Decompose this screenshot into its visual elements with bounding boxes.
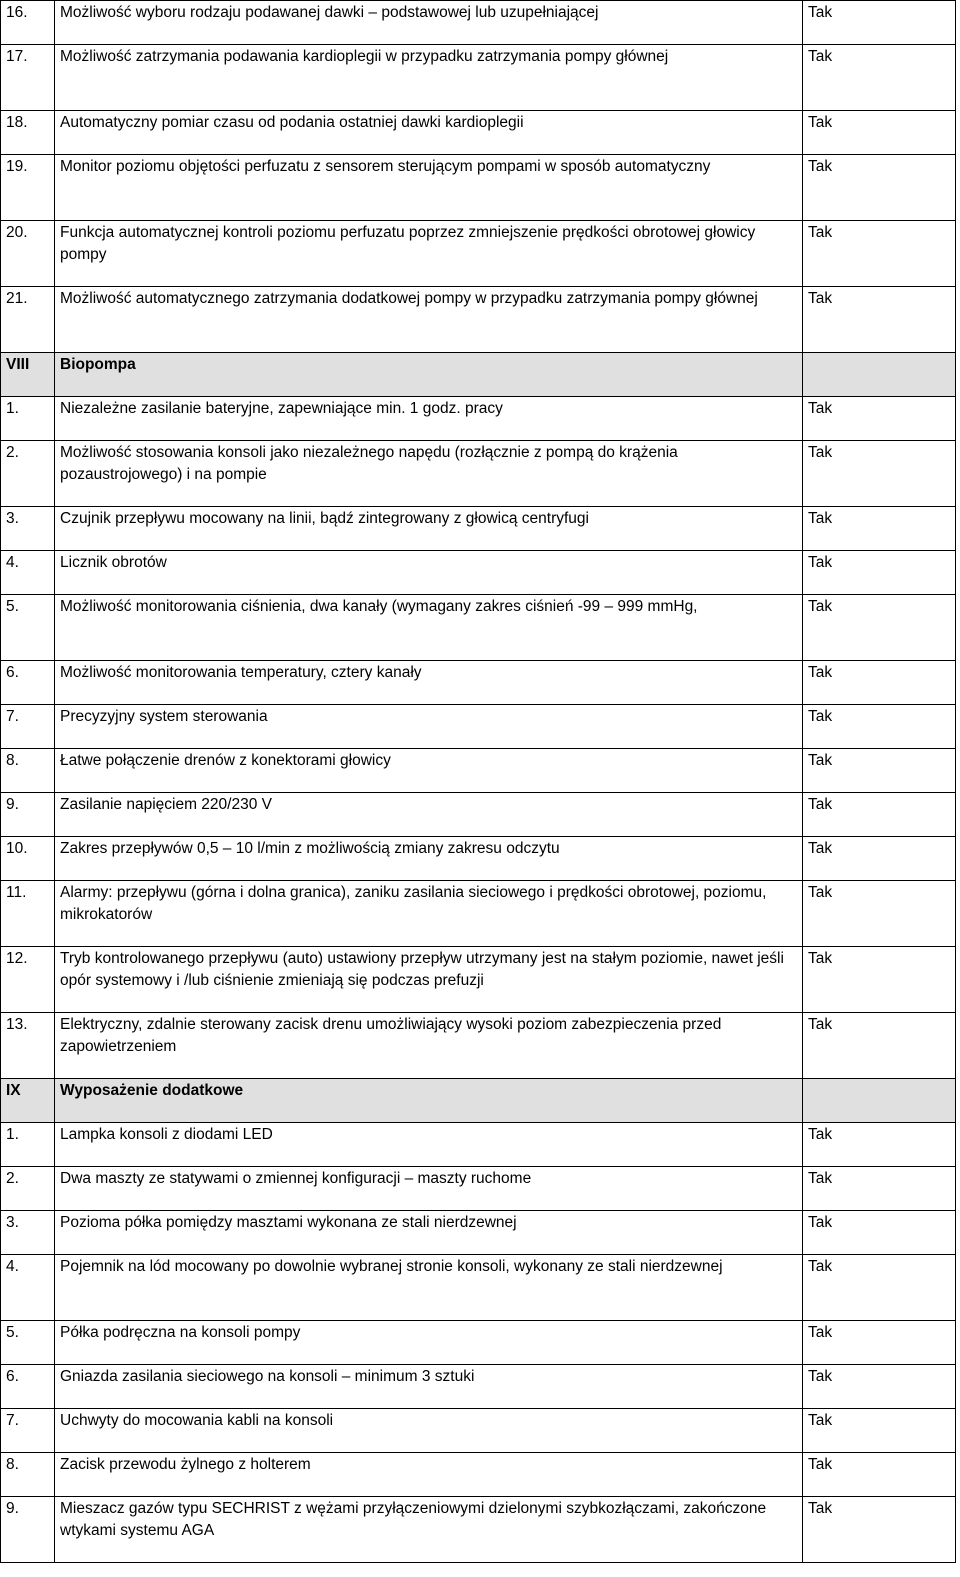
table-row [1,1497,956,1563]
row-value: Tak [803,661,956,705]
table-row [1,551,956,595]
table-row [1,595,956,661]
row-number: 12. [1,947,55,1013]
table-row [1,1013,956,1079]
row-value [803,353,956,397]
row-value: Tak [803,881,956,947]
row-number: 8. [1,1453,55,1497]
row-description: Możliwość wyboru rodzaju podawanej dawki – podstawowej lub uzupełniającej [55,1,803,45]
row-value: Tak [803,1365,956,1409]
row-description: Monitor poziomu objętości perfuzatu z sensorem sterującym pompami w sposób automatyczny [55,155,803,221]
section-number: IX [1,1079,55,1123]
row-number: 9. [1,1497,55,1563]
row-value: Tak [803,221,956,287]
specification-table-body [1,1,956,1563]
row-number: 18. [1,111,55,155]
table-row [1,705,956,749]
table-row [1,45,956,111]
section-title: Biopompa [55,353,803,397]
row-value: Tak [803,1497,956,1563]
table-row [1,1365,956,1409]
table-row [1,155,956,221]
table-row [1,1,956,45]
row-number: 4. [1,1255,55,1321]
row-description: Gniazda zasilania sieciowego na konsoli – minimum 3 sztuki [55,1365,803,1409]
row-value: Tak [803,1453,956,1497]
row-number: 17. [1,45,55,111]
row-number: 1. [1,1123,55,1167]
row-description: Możliwość monitorowania ciśnienia, dwa kanały (wymagany zakres ciśnień -99 – 999 mmHg, [55,595,803,661]
row-number: 5. [1,1321,55,1365]
row-value: Tak [803,1255,956,1321]
table-row [1,1123,956,1167]
row-value: Tak [803,947,956,1013]
row-value: Tak [803,45,956,111]
row-description: Elektryczny, zdalnie sterowany zacisk drenu umożliwiający wysoki poziom zabezpieczenia przed zapowietrzeniem [55,1013,803,1079]
row-number: 21. [1,287,55,353]
row-description: Możliwość automatycznego zatrzymania dodatkowej pompy w przypadku zatrzymania pompy głównej [55,287,803,353]
row-number: 10. [1,837,55,881]
row-description: Zasilanie napięciem 220/230 V [55,793,803,837]
row-description: Alarmy: przepływu (górna i dolna granica), zaniku zasilania sieciowego i prędkości obrotowej, poziomu, mikrokatorów [55,881,803,947]
row-number: 3. [1,1211,55,1255]
row-description: Możliwość zatrzymania podawania kardioplegii w przypadku zatrzymania pompy głównej [55,45,803,111]
table-row [1,661,956,705]
row-number: 19. [1,155,55,221]
row-description: Półka podręczna na konsoli pompy [55,1321,803,1365]
row-description: Precyzyjny system sterowania [55,705,803,749]
row-number: 11. [1,881,55,947]
row-value: Tak [803,793,956,837]
row-value: Tak [803,1167,956,1211]
row-value: Tak [803,1211,956,1255]
table-row [1,793,956,837]
table-row [1,221,956,287]
row-description: Uchwyty do mocowania kabli na konsoli [55,1409,803,1453]
section-number: VIII [1,353,55,397]
row-value: Tak [803,1409,956,1453]
table-row [1,1211,956,1255]
row-number: 16. [1,1,55,45]
row-number: 6. [1,1365,55,1409]
table-row [1,441,956,507]
row-value: Tak [803,837,956,881]
row-description: Zacisk przewodu żylnego z holterem [55,1453,803,1497]
row-value: Tak [803,155,956,221]
row-number: 2. [1,1167,55,1211]
row-description: Pojemnik na lód mocowany po dowolnie wybranej stronie konsoli, wykonany ze stali nierdzewnej [55,1255,803,1321]
section-header-row [1,1079,956,1123]
table-row [1,1255,956,1321]
row-description: Lampka konsoli z diodami LED [55,1123,803,1167]
row-value: Tak [803,551,956,595]
row-value: Tak [803,1013,956,1079]
table-row [1,837,956,881]
row-description: Tryb kontrolowanego przepływu (auto) ustawiony przepływ utrzymany jest na stałym poziomie, nawet jeśli opór systemowy i /lub ciśnienie zmieniają się podczas prefuzji [55,947,803,1013]
row-number: 20. [1,221,55,287]
table-row [1,1409,956,1453]
row-value: Tak [803,397,956,441]
table-row [1,507,956,551]
table-row [1,947,956,1013]
row-value: Tak [803,287,956,353]
table-row [1,397,956,441]
row-number: 13. [1,1013,55,1079]
row-number: 2. [1,441,55,507]
row-value: Tak [803,1321,956,1365]
section-title: Wyposażenie dodatkowe [55,1079,803,1123]
table-row [1,749,956,793]
row-value: Tak [803,705,956,749]
row-value: Tak [803,595,956,661]
row-description: Możliwość stosowania konsoli jako niezależnego napędu (rozłącznie z pompą do krążenia pozaustrojowego) i na pompie [55,441,803,507]
row-number: 9. [1,793,55,837]
table-row [1,1167,956,1211]
row-description: Automatyczny pomiar czasu od podania ostatniej dawki kardioplegii [55,111,803,155]
table-row [1,1453,956,1497]
section-header-row [1,353,956,397]
row-value: Tak [803,441,956,507]
row-number: 7. [1,1409,55,1453]
row-value: Tak [803,111,956,155]
row-description: Mieszacz gazów typu SECHRIST z wężami przyłączeniowymi dzielonymi szybkozłączami, zakończone wtykami systemu AGA [55,1497,803,1563]
row-number: 4. [1,551,55,595]
row-description: Licznik obrotów [55,551,803,595]
row-description: Łatwe połączenie drenów z konektorami głowicy [55,749,803,793]
row-value [803,1079,956,1123]
table-row [1,287,956,353]
row-description: Czujnik przepływu mocowany na linii, bądź zintegrowany z głowicą centryfugi [55,507,803,551]
table-row [1,111,956,155]
row-number: 1. [1,397,55,441]
row-number: 5. [1,595,55,661]
table-row [1,1321,956,1365]
row-description: Pozioma półka pomiędzy masztami wykonana ze stali nierdzewnej [55,1211,803,1255]
row-description: Zakres przepływów 0,5 – 10 l/min z możliwością zmiany zakresu odczytu [55,837,803,881]
row-value: Tak [803,507,956,551]
row-description: Niezależne zasilanie bateryjne, zapewniające min. 1 godz. pracy [55,397,803,441]
row-number: 3. [1,507,55,551]
row-number: 6. [1,661,55,705]
row-number: 7. [1,705,55,749]
table-row [1,881,956,947]
row-value: Tak [803,1,956,45]
row-value: Tak [803,1123,956,1167]
row-description: Możliwość monitorowania temperatury, cztery kanały [55,661,803,705]
row-description: Dwa maszty ze statywami o zmiennej konfiguracji – maszty ruchome [55,1167,803,1211]
row-description: Funkcja automatycznej kontroli poziomu perfuzatu poprzez zmniejszenie prędkości obrotowej głowicy pompy [55,221,803,287]
row-number: 8. [1,749,55,793]
row-value: Tak [803,749,956,793]
